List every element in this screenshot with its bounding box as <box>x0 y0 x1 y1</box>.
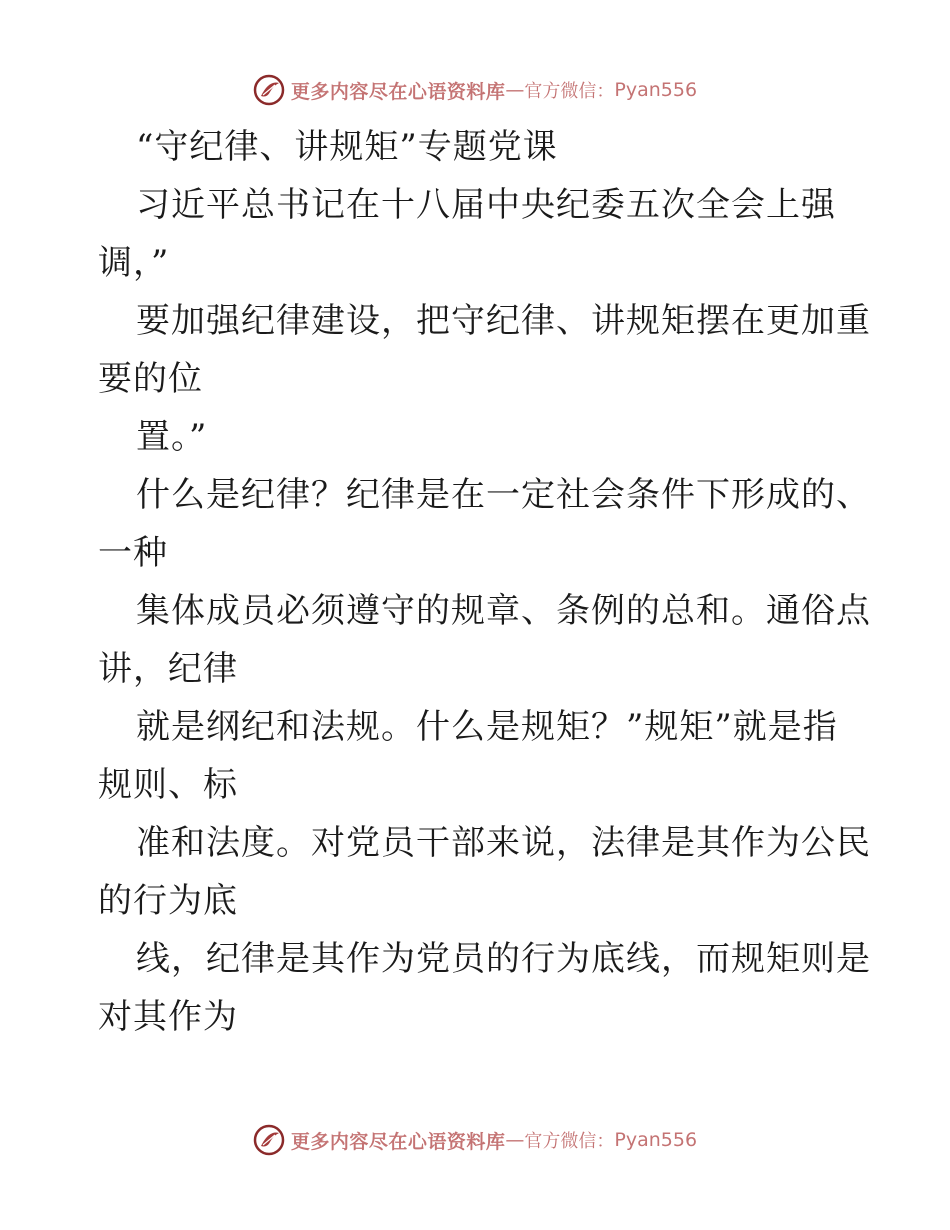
text-line: 的行为底 <box>98 881 238 921</box>
banner-wechat-label: 官方微信： <box>524 1131 615 1152</box>
text-line: 准和法度。对党员干部来说，法律是其作为公民 <box>136 823 871 863</box>
banner-brand-text: 更多内容尽在心语资料库 <box>290 1130 506 1153</box>
banner-dash: — <box>505 79 525 101</box>
banner-dash: — <box>505 1129 525 1151</box>
text-line: 要的位 <box>98 359 203 399</box>
document-title: “守纪律、讲规矩”专题党课 <box>136 127 558 167</box>
text-line: 一种 <box>98 533 168 573</box>
banner-wechat-id: Pyan556 <box>614 1129 698 1151</box>
text-line: 对其作为 <box>98 997 238 1037</box>
pen-logo-icon <box>253 74 285 106</box>
text-line: 规则、标 <box>98 765 238 805</box>
document-body <box>98 118 871 1046</box>
banner-wechat-id: Pyan556 <box>614 79 698 101</box>
text-line: 要加强纪律建设，把守纪律、讲规矩摆在更加重 <box>136 301 871 341</box>
footer-banner <box>0 1120 950 1160</box>
banner-wechat-label: 官方微信： <box>524 81 615 102</box>
header-banner <box>0 70 950 110</box>
text-line: 讲，纪律 <box>98 649 238 689</box>
text-line: 线，纪律是其作为党员的行为底线，而规矩则是 <box>136 939 871 979</box>
text-line: 什么是纪律？纪律是在一定社会条件下形成的、 <box>136 475 871 515</box>
text-line: 习近平总书记在十八届中央纪委五次全会上强 <box>136 185 836 225</box>
text-line: 置。” <box>136 417 208 457</box>
text-line: 调，” <box>98 243 170 283</box>
text-line: 集体成员必须遵守的规章、条例的总和。通俗点 <box>136 591 871 631</box>
text-line: 就是纲纪和法规。什么是规矩？”规矩”就是指 <box>136 707 838 747</box>
banner-brand-text: 更多内容尽在心语资料库 <box>290 80 506 103</box>
pen-logo-icon <box>253 1124 285 1156</box>
